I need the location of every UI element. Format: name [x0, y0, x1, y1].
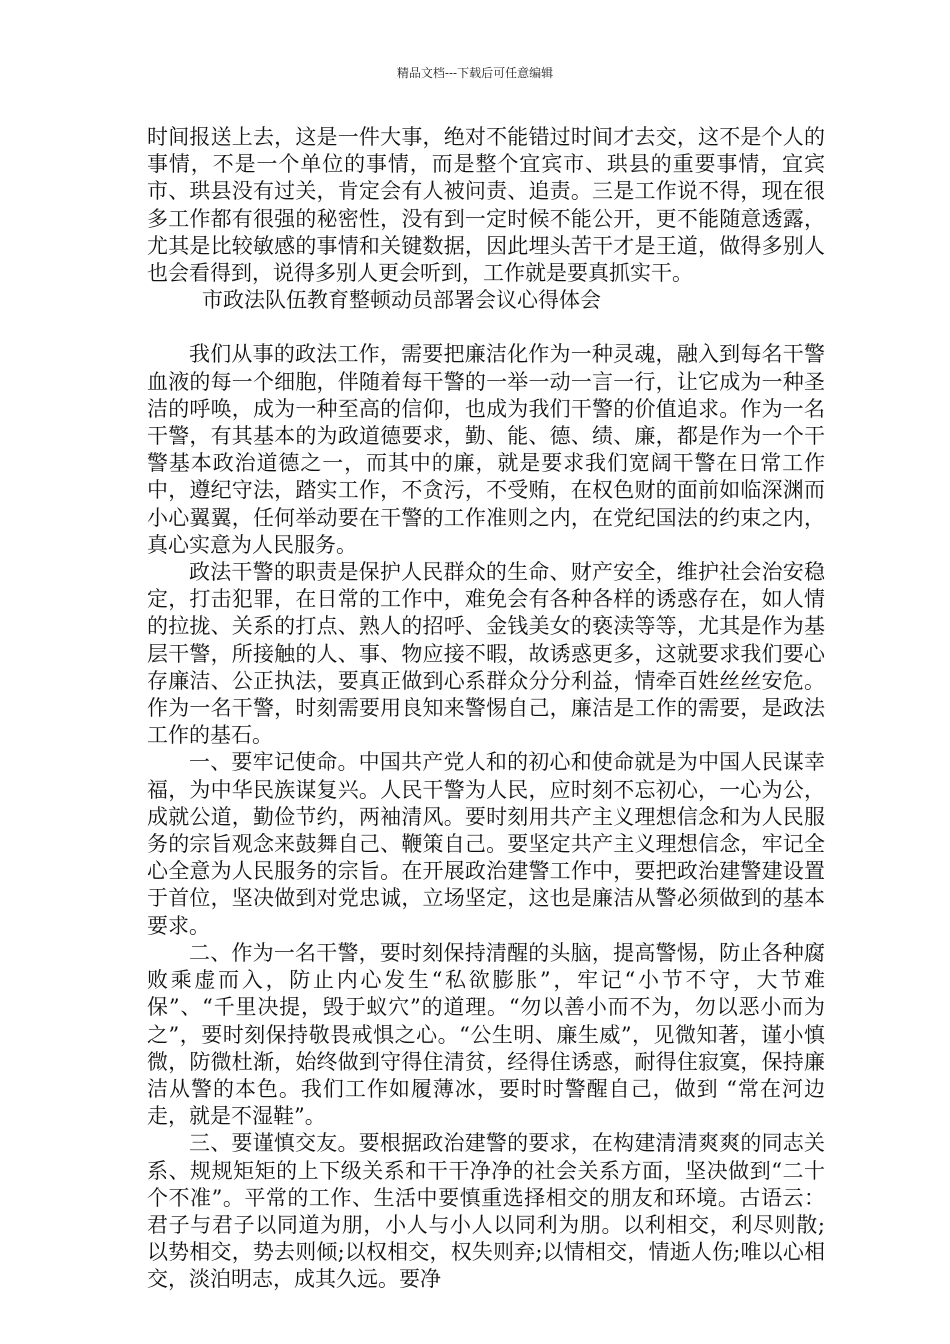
paragraph-3: 一、要牢记使命。中国共产党人和的初心和使命就是为中国人民谋幸福，为中华民族谋复兴。人民干警为人民，应时刻不忘初心，一心为公，成就公道，勤俭节约，两袖清风。要时刻用共产主义理想信念和为人民服务的宗旨观念来鼓舞自己、鞭策自己。要坚定共产主义理想信念，牢记全心全意为人民服务的宗旨。在开展政治建警工作中，要把政治建警建设置于首位，坚决做到对党忠诚，立场坚定，这也是廉洁从警必须做到的基本要求。 — [147, 750, 825, 938]
paragraph-1: 我们从事的政法工作，需要把廉洁化作为一种灵魂，融入到每名干警血液的每一个细胞，伴随着每干警的一举一动一言一行，让它成为一种圣洁的呼唤，成为一种至高的信仰，也成为我们干警的价值追求。作为一名干警，有其基本的为政道德要求，勤、能、德、绩、廉，都是作为一个干警基本政治道德之一，而其中的廉，就是要求我们宽阔干警在日常工作中，遵纪守法，踏实工作，不贪污，不受贿，在权色财的面前如临深渊而小心翼翼，任何举动要在干警的工作准则之内，在党纪国法的约束之内，真心实意为人民服务。 — [147, 342, 825, 557]
paragraph-2: 政法干警的职责是保护人民群众的生命、财产安全，维护社会治安稳定，打击犯罪，在日常的工作中，难免会有各种各样的诱惑存在，如人情的拉拢、关系的打点、熟人的招呼、金钱美女的亵渎等等，尤其是作为基层干警，所接触的人、事、物应接不暇，故诱惑更多，这就要求我们要心存廉洁、公正执法，要真正做到心系群众分分利益，情牵百姓丝丝安危。作为一名干警，时刻需要用良知来警惕自己，廉洁是工作的需要，是政法工作的基石。 — [147, 560, 825, 748]
document-body — [147, 124, 825, 1294]
section-title: 市政法队伍教育整顿动员部署会议心得体会 — [202, 288, 601, 313]
paragraph-4: 二、作为一名干警，要时刻保持清醒的头脑，提高警惕，防止各种腐败乘虚而入，防止内心发生“私欲膨胀”，牢记“小节不守，大节难保”、“千里决提，毁于蚁穴”的道理。“勿以善小而不为，勿以恶小而为之”，要时刻保持敬畏戒惧之心。“公生明、廉生威”，见微知著，谨小慎微，防微杜渐，始终做到守得住清贫，经得住诱惑，耐得住寂寞，保持廉洁从警的本色。我们工作如履薄冰，要时时警醒自己，做到 “常在河边走，就是不湿鞋”。 — [147, 940, 825, 1129]
paragraph-5: 三、要谨慎交友。要根据政治建警的要求，在构建清清爽爽的同志关系、规规矩矩的上下级关系和干干净净的社会关系方面，坚决做到“二十个不准”。平常的工作、生活中要慎重选择相交的朋友和环境。古语云：君子与君子以同道为朋，小人与小人以同利为朋。以利相交，利尽则散;以势相交，势去则倾;以权相交，权失则弃;以情相交，情逝人伤;唯以心相交，淡泊明志，成其久远。要净 — [147, 1131, 825, 1292]
blank-line — [147, 314, 825, 341]
page-header: 精品文档---下载后可任意编辑 — [396, 66, 554, 80]
paragraph-continuation: 时间报送上去，这是一件大事，绝对不能错过时间才去交，这不是个人的事情，不是一个单位的事情，而是整个宜宾市、珙县的重要事情，宜宾市、珙县没有过关，肯定会有人被问责、追责。三是工作说不得，现在很多工作都有很强的秘密性，没有到一定时候不能公开，更不能随意透露，尤其是比较敏感的事情和关键数据，因此埋头苦干才是王道，做得多别人也会看得到，说得多别人更会听到，工作就是要真抓实干。 — [147, 125, 825, 286]
